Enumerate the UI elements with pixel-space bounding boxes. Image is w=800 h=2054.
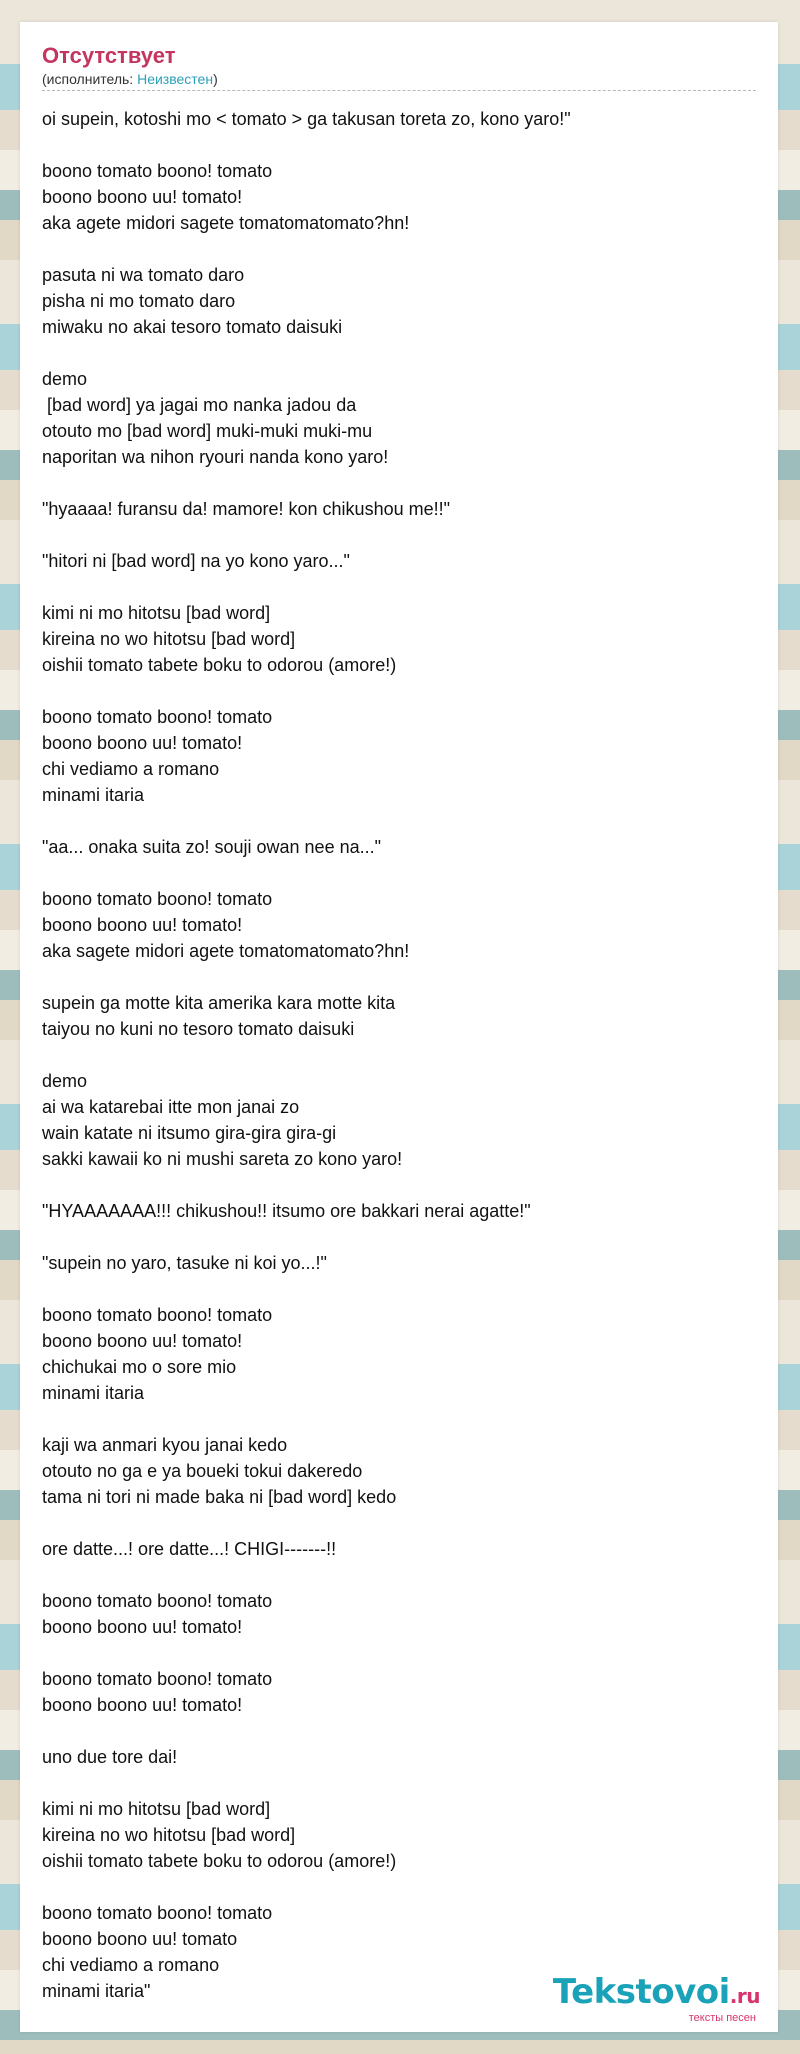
logo-tagline: тексты песен	[688, 2012, 756, 2024]
site-logo[interactable]	[553, 1974, 760, 2024]
artist-link[interactable]: Неизвестен	[137, 71, 214, 87]
artist-prefix: (исполнитель:	[42, 71, 138, 87]
artist-line	[42, 70, 756, 88]
artist-suffix: )	[213, 71, 218, 87]
logo-name: Tekstovoi	[552, 1972, 730, 2012]
logo-wordmark	[553, 1974, 760, 2014]
logo-tld: .ru	[729, 1984, 760, 2008]
lyrics-text: oi supein, kotoshi mo < tomato > ga takusan toreta zo, kono yaro!" boono tomato boono! tomato boono boono uu! tomato! aka agete midori sagete tomatomatomato?hn! pasuta ni wa tomato daro pisha ni mo tomato daro miwaku no akai tesoro tomato daisuki demo [bad word] ya jagai mo nanka jadou da otouto mo [bad word] muki-muki muki-mu naporitan wa nihon ryouri nanda kono yaro! "hyaaaa! furansu da! mamore! kon chikushou me!!" "hitori ni [bad word] na yo kono yaro..." kimi ni mo hitotsu [bad word] kireina no wo hitotsu [bad word] oishii tomato tabete boku to odorou (amore!) boono tomato boono! tomato boono boono uu! tomato! chi vediamo a romano minami itaria "aa... onaka suita zo! souji owan nee na..." boono tomato boono! tomato boono boono uu! tomato! aka sagete midori agete tomatomatomato?hn! supein ga motte kita amerika kara motte kita taiyou no kuni no tesoro tomato daisuki demo ai wa katarebai itte mon janai zo wain katate ni itsumo gira-gira gira-gi sakki kawaii ko ni mushi sareta zo kono yaro! "HYAAAAAAA!!! chikushou!! itsumo ore bakkari nerai agatte!" "supein no yaro, tasuke ni koi yo...!" boono tomato boono! tomato boono boono uu! tomato! chichukai mo o sore mio minami itaria kaji wa anmari kyou janai kedo otouto no ga e ya boueki tokui dakeredo tama ni tori ni made baka ni [bad word] kedo ore datte...! ore datte...! CHIGI-------!! boono tomato boono! tomato boono boono uu! tomato! boono tomato boono! tomato boono boono uu! tomato! uno due tore dai! kimi ni mo hitotsu [bad word] kireina no wo hitotsu [bad word] oishii tomato tabete boku to odorou (amore!) boono tomato boono! tomato boono boono uu! tomato chi vediamo a romano minami itaria"	[42, 109, 571, 2001]
song-header	[42, 42, 756, 91]
lyrics-card	[20, 22, 778, 2032]
song-title: Отсутствует	[42, 43, 176, 68]
